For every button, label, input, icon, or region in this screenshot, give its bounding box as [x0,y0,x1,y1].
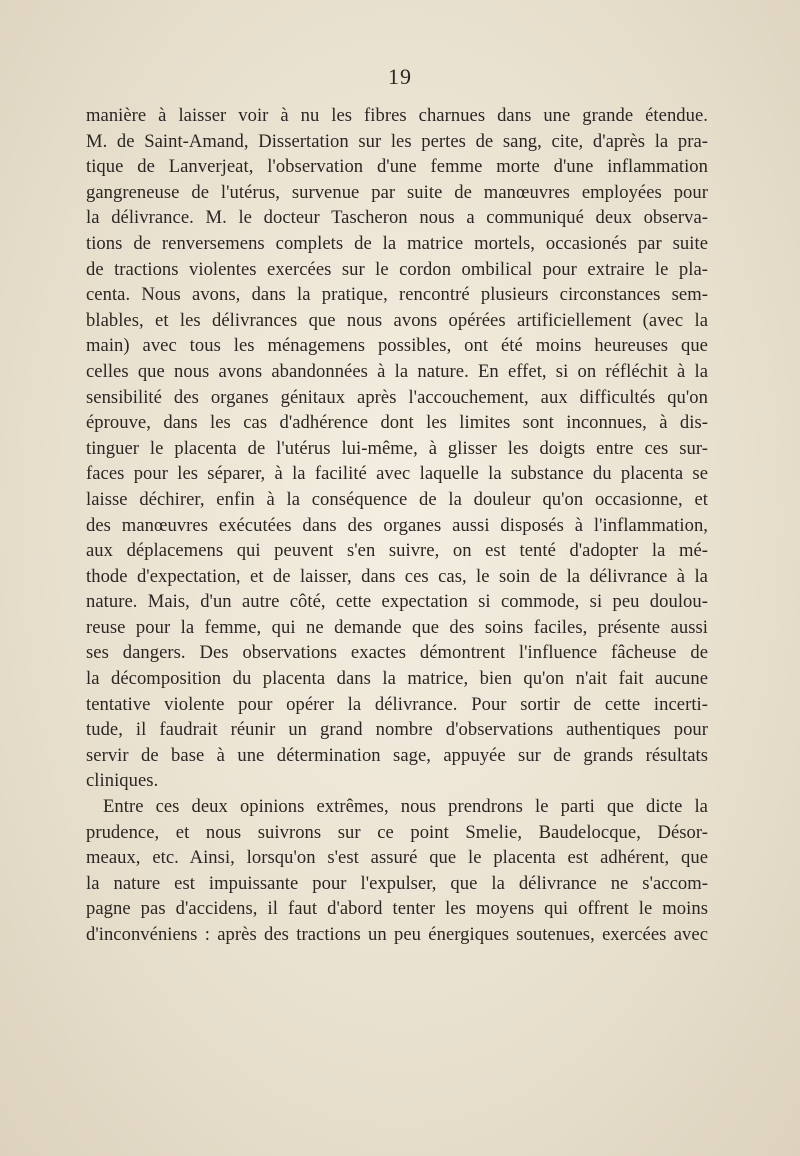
text-line: meaux, etc. Ainsi, lorsqu'on s'est assuré que le placenta est adhérent, que [86,847,708,869]
text-line: faces pour les séparer, à la facilité avec laquelle la substance du placenta se [86,463,708,485]
text-line: des manœuvres exécutées dans des organes aussi disposés à l'inflammation, [86,514,708,536]
text-line: tique de Lanverjeat, l'observation d'une femme morte d'une inflammation [86,156,708,178]
text-line: sensibilité des organes génitaux après l'accouchement, aux difficultés qu'on [86,386,708,408]
text-line: tinguer le placenta de l'utérus lui-même, à glisser les doigts entre ces sur- [86,437,708,459]
text-line: pagne pas d'accidens, il faut d'abord tenter les moyens qui offrent le moins [86,898,708,920]
text-line: tude, il faudrait réunir un grand nombre d'observations authentiques pour [86,719,708,741]
text-line: prudence, et nous suivrons sur ce point Smelie, Baudelocque, Désor- [86,821,708,843]
text-line: Entre ces deux opinions extrêmes, nous prendrons le parti que dicte la [103,796,708,818]
text-line: thode d'expectation, et de laisser, dans ces cas, le soin de la délivrance à la [86,565,708,587]
text-line: cliniques. [86,770,159,792]
text-line: éprouve, dans les cas d'adhérence dont les limites sont inconnues, à dis- [86,412,708,434]
text-line: manière à laisser voir à nu les fibres charnues dans une grande étendue. [86,105,708,126]
page-number: 19 [388,64,412,89]
text-line: celles que nous avons abandonnées à la nature. En effet, si on réfléchit à la [86,360,708,382]
text-line: tions de renversemens complets de la matrice mortels, occasionés par suite [86,232,708,254]
text-line: tentative violente pour opérer la délivrance. Pour sortir de cette incerti- [86,693,708,715]
text-line: centa. Nous avons, dans la pratique, rencontré plusieurs circonstances sem- [86,284,708,306]
text-line: la nature est impuissante pour l'expulser, que la délivrance ne s'accom- [86,872,708,894]
text-line: la délivrance. M. le docteur Tascheron nous a communiqué deux observa- [86,207,708,229]
text-line: laisse déchirer, enfin à la conséquence de la douleur qu'on occasionne, et [86,488,708,510]
text-line: servir de base à une détermination sage, appuyée sur de grands résultats [86,744,708,766]
text-line: blables, et les délivrances que nous avons opérées artificiellement (avec la [86,309,708,331]
text-line: d'inconvéniens : après des tractions un peu énergiques soutenues, exercées avec [86,924,708,945]
text-line: main) avec tous les ménagemens possibles, ont été moins heureuses que [86,335,708,357]
text-line: de tractions violentes exercées sur le cordon ombilical pour extraire le pla- [86,258,708,280]
text-line: nature. Mais, d'un autre côté, cette expectation si commode, si peu doulou- [86,591,708,613]
text-line: ses dangers. Des observations exactes démontrent l'influence fâcheuse de [86,642,708,664]
text-line: gangreneuse de l'utérus, survenue par suite de manœuvres employées pour [86,181,708,203]
text-line: la décomposition du placenta dans la matrice, bien qu'on n'ait fait aucune [86,668,708,690]
text-line: M. de Saint-Amand, Dissertation sur les pertes de sang, cite, d'après la pra- [86,130,708,152]
body-text [86,103,708,948]
text-line: reuse pour la femme, qui ne demande que des soins faciles, présente aussi [86,616,708,638]
text-line: aux déplacemens qui peuvent s'en suivre, on est tenté d'adopter la mé- [86,540,708,562]
